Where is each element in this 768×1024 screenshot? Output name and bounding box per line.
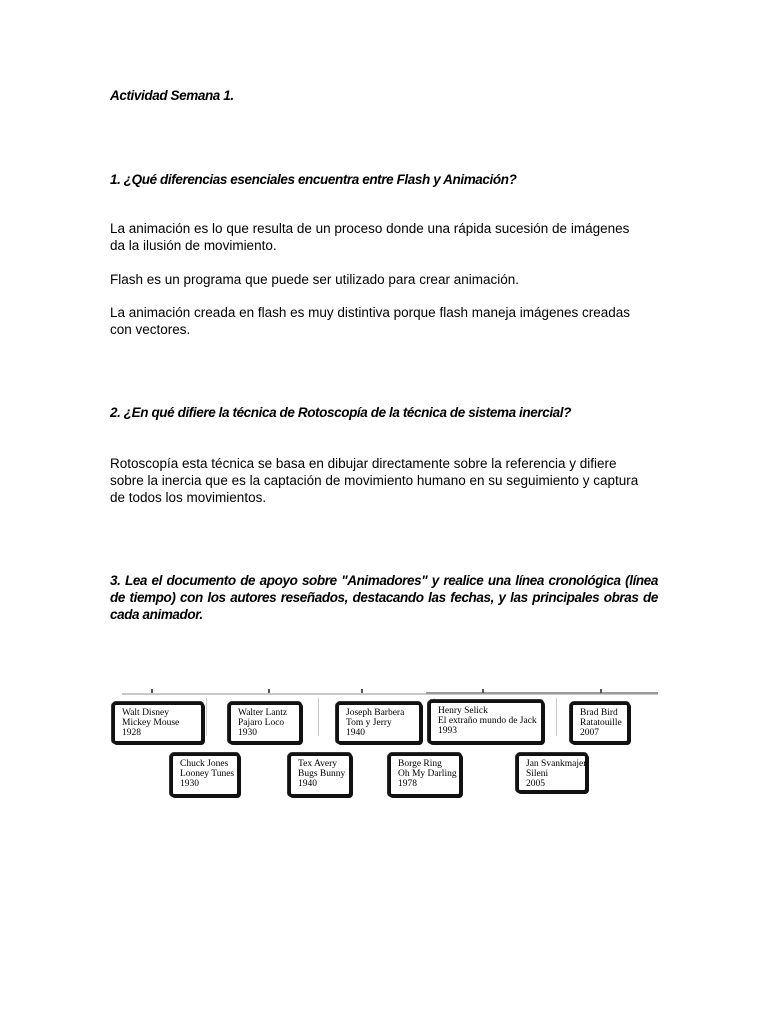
animator-year: 1940 (298, 779, 317, 789)
answer-2-paragraph-1: Rotoscopía esta técnica se basa en dibujar directamente sobre la referencia y difiere sobre la inercia que es la captación de movimiento humano en su seguimiento y captura de todos los movimientos. (110, 456, 639, 505)
answer-1-paragraph-3: La animación creada en flash es muy distintiva porque flash maneja imágenes creadas con vectores. (110, 305, 631, 337)
animator-name: Jan Svankmajer (526, 759, 587, 769)
animator-work: Bugs Bunny (298, 769, 346, 779)
answer-1-paragraph-2: Flash es un programa que puede ser utilizado para crear animación. (110, 272, 519, 287)
timeline-entry-walter-lantz (228, 702, 302, 744)
animator-name: Joseph Barbera (346, 708, 405, 718)
animator-year: 1993 (438, 726, 457, 736)
timeline-entry-henry-selick (428, 700, 544, 744)
question-1: 1. ¿Qué diferencias esenciales encuentra entre Flash y Animación? (110, 172, 517, 187)
animators-timeline (110, 684, 662, 804)
animator-year: 2005 (526, 779, 545, 789)
animator-name: Tex Avery (298, 759, 337, 769)
timeline-entry-jan-svankmajer (516, 753, 588, 793)
animator-work: Looney Tunes (180, 769, 235, 779)
animator-work: Oh My Darling (398, 769, 457, 779)
timeline-entry-tex-avery (288, 753, 352, 797)
timeline-axis-line-dark (426, 692, 658, 694)
animator-name: Walt Disney (122, 708, 169, 718)
timeline-tick (151, 689, 153, 693)
animator-name: Walter Lantz (238, 708, 288, 718)
timeline-tick (600, 689, 602, 693)
animator-year: 1928 (122, 728, 141, 738)
timeline-entry-borge-ring (388, 753, 462, 797)
animator-name: Henry Selick (438, 706, 488, 716)
animator-work: El extraño mundo de Jack (438, 716, 537, 726)
timeline-tick (268, 689, 270, 693)
animator-year: 1978 (398, 779, 417, 789)
question-3: 3. Lea el documento de apoyo sobre "Animadores" y realice una línea cronológica (línea de tiempo) con los autores reseñados, destacando las fechas, y las principales obras de cada animador. (110, 573, 658, 622)
timeline-entry-joseph-barbera (336, 702, 422, 744)
answer-1-paragraph-1: La animación es lo que resulta de un proceso donde una rápida sucesión de imágenes da la ilusión de movimiento. (110, 221, 630, 253)
animator-year: 1940 (346, 728, 365, 738)
timeline-connector (556, 698, 557, 736)
timeline-entry-walt-disney (112, 702, 204, 744)
animator-work: Pajaro Loco (238, 718, 285, 728)
question-2: 2. ¿En qué difiere la técnica de Rotoscopía de la técnica de sistema inercial? (110, 405, 571, 420)
timeline-tick (482, 689, 484, 693)
timeline-connector (318, 698, 319, 736)
animator-year: 1930 (238, 728, 257, 738)
animator-work: Tom y Jerry (346, 718, 392, 728)
animator-work: Mickey Mouse (122, 718, 180, 728)
timeline-connector (206, 698, 207, 736)
animator-year: 1930 (180, 779, 199, 789)
timeline-tick (361, 689, 363, 693)
animator-name: Borge Ring (398, 759, 442, 769)
animator-name: Brad Bird (580, 708, 618, 718)
timeline-entry-brad-bird (570, 702, 630, 744)
timeline-entry-chuck-jones (170, 753, 240, 797)
animator-name: Chuck Jones (180, 759, 229, 769)
animator-year: 2007 (580, 728, 599, 738)
document-title: Actividad Semana 1. (110, 88, 234, 103)
animator-work: Sileni (526, 769, 549, 779)
animator-work: Ratatouille (580, 718, 622, 728)
